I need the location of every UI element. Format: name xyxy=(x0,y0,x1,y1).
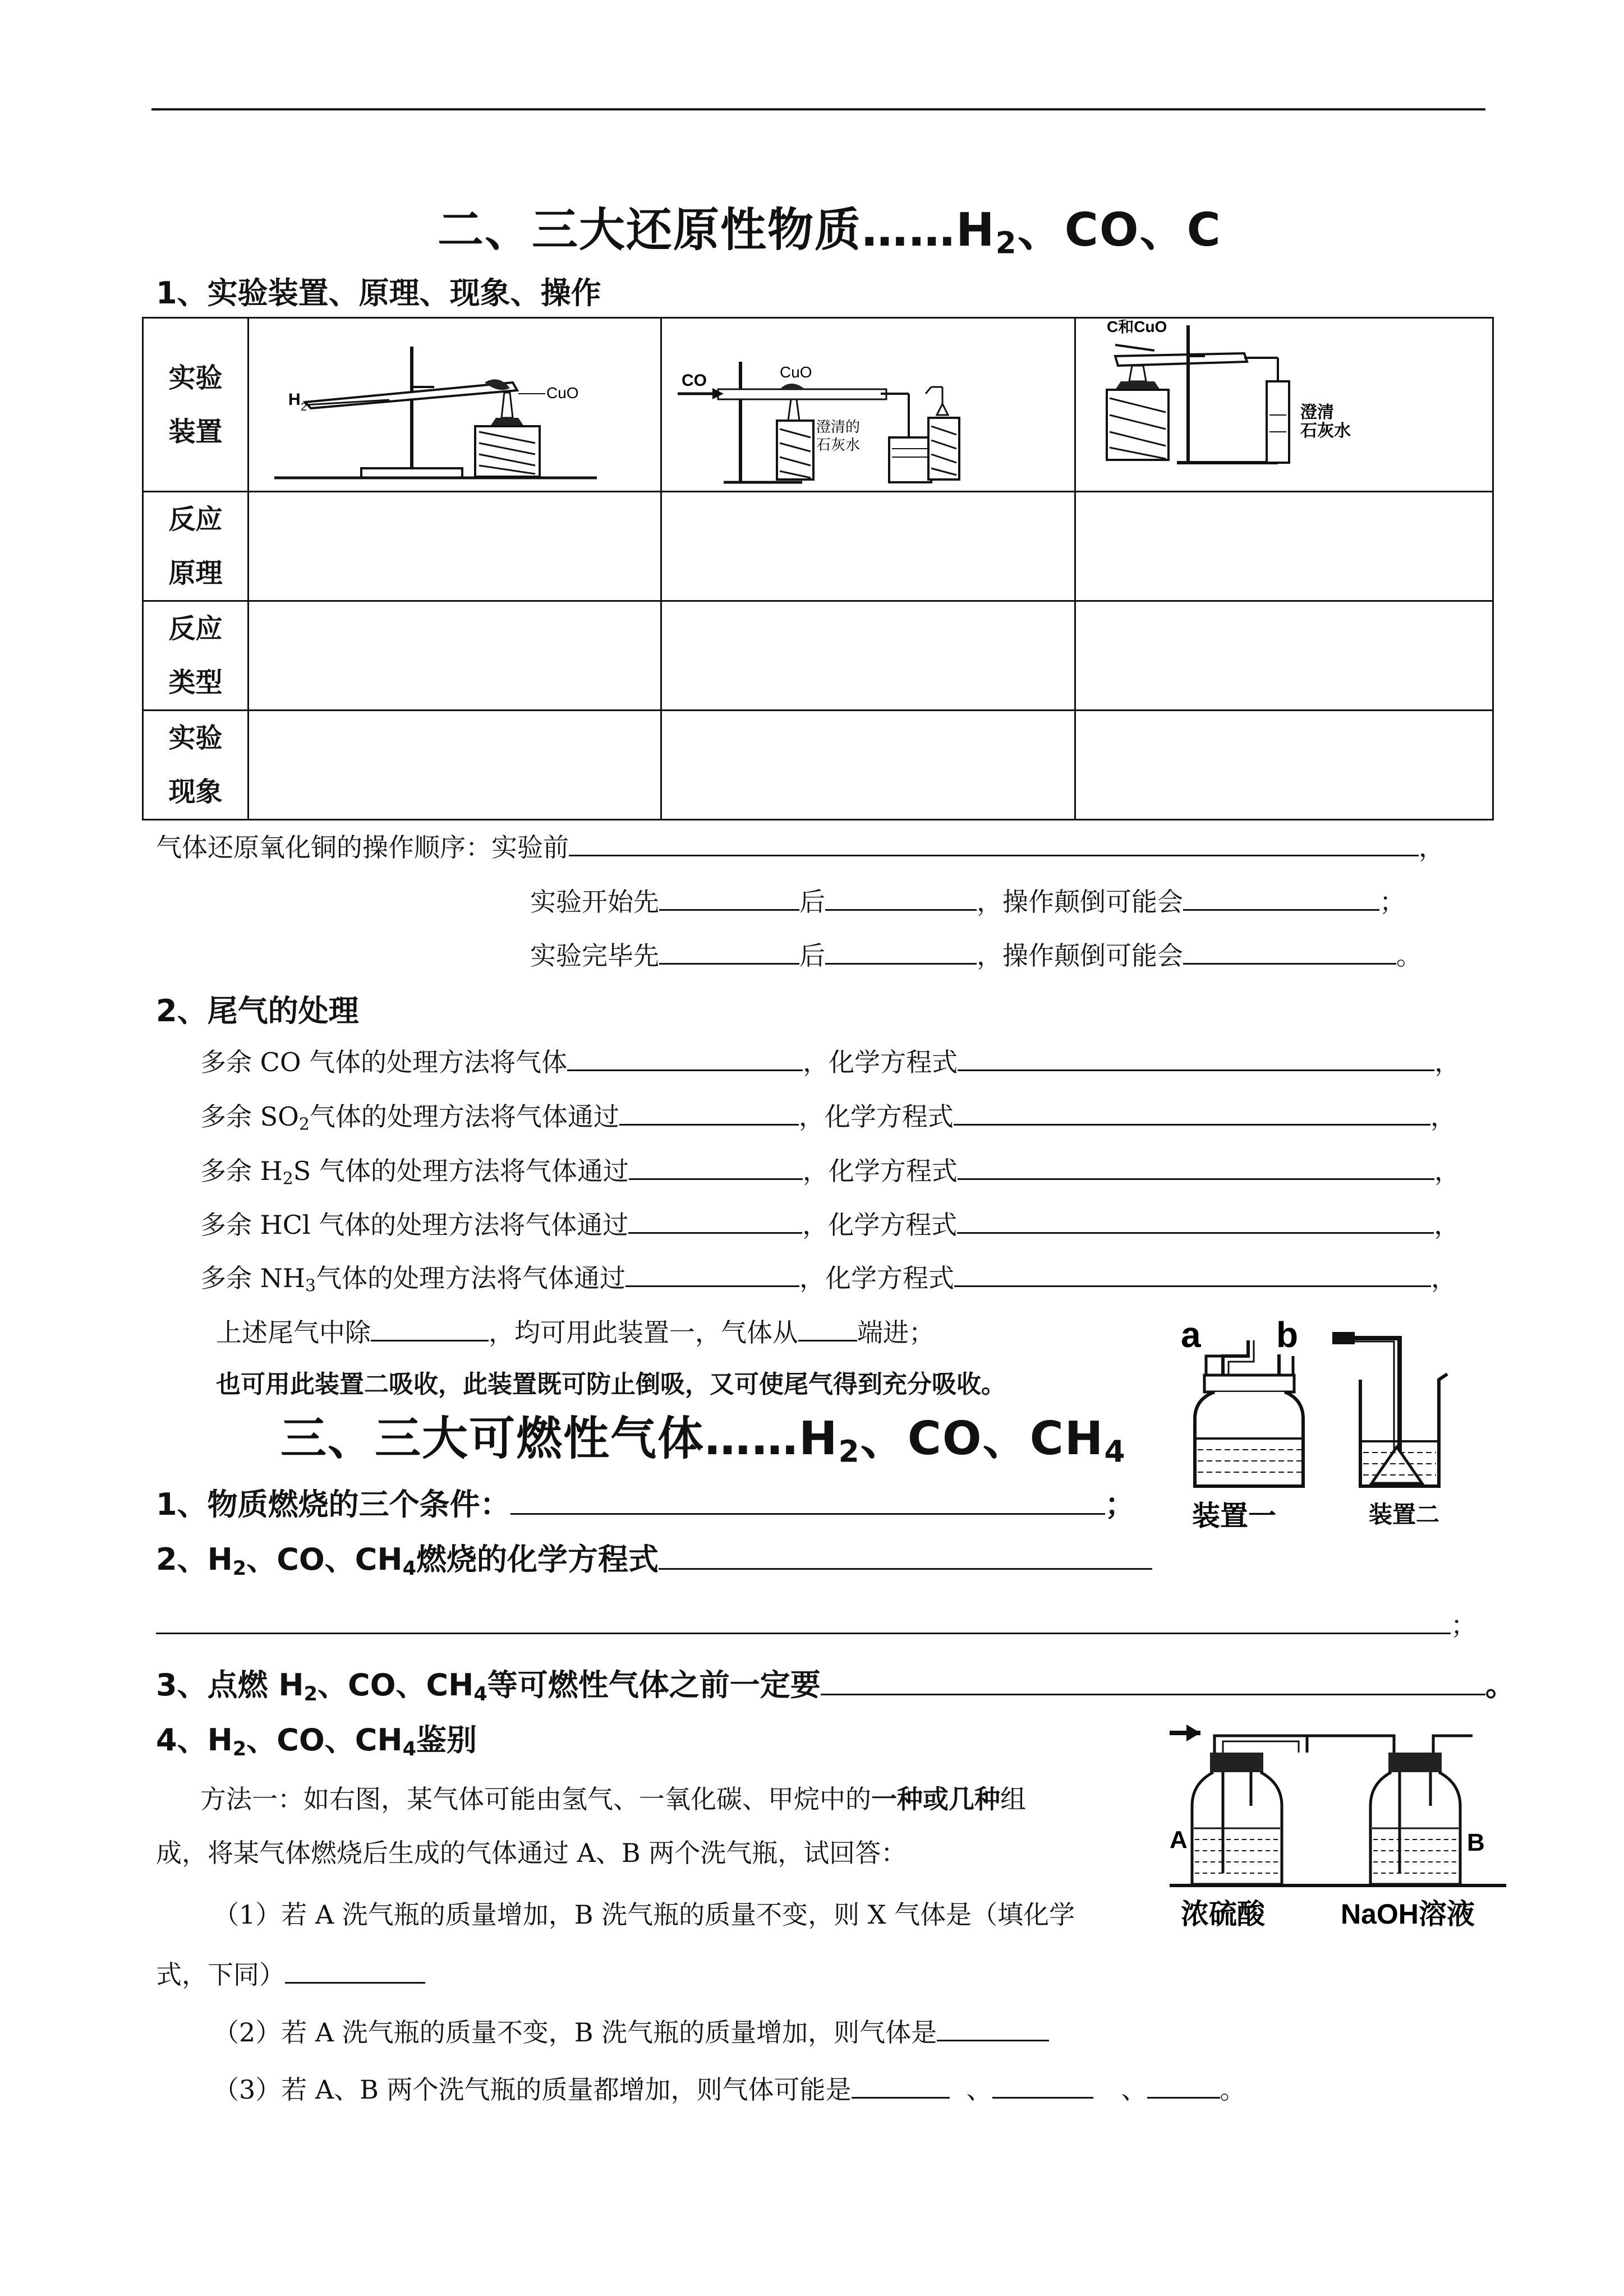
question-text: 等可燃性气体之前一定要 xyxy=(487,1667,821,1703)
row-label xyxy=(143,492,249,601)
tail-note-blank[interactable] xyxy=(371,1314,489,1341)
row-label-line: 类型 xyxy=(168,667,223,698)
h2-reduction-apparatus xyxy=(249,320,660,488)
co-reduction-apparatus xyxy=(662,320,1074,488)
subscript: 4 xyxy=(402,1737,416,1760)
question-text: 3、点燃 H xyxy=(156,1667,304,1703)
answer-cell[interactable] xyxy=(661,601,1075,711)
punct: ， xyxy=(1430,1101,1456,1132)
q1-blank[interactable] xyxy=(510,1484,1105,1515)
subquestion-3 xyxy=(213,2069,1246,2106)
question-text: 鉴别 xyxy=(416,1722,477,1758)
bottle-b-label: B xyxy=(1467,1829,1485,1856)
ops-blank[interactable] xyxy=(1183,937,1396,965)
table-row xyxy=(143,492,1493,601)
h2-label: H xyxy=(288,390,301,409)
experiment-table xyxy=(142,317,1494,820)
punct: 、 xyxy=(1121,2074,1147,2105)
punct: ， xyxy=(1419,832,1444,863)
method-1-line-1 xyxy=(200,1779,1026,1816)
tail-blank-method[interactable] xyxy=(567,1044,803,1071)
ops-blank-before[interactable] xyxy=(569,829,1419,856)
tail-text: 气体的处理方法将气体通过 xyxy=(316,1263,626,1293)
ops-text: 实验完毕先 xyxy=(530,940,659,971)
figure-cell-co xyxy=(661,318,1075,492)
tail-text: ，化学方程式 xyxy=(802,1156,958,1186)
row-label xyxy=(143,318,249,492)
subscript: 4 xyxy=(402,1556,416,1580)
tail-text: ，化学方程式 xyxy=(798,1101,954,1132)
subscript: 2 xyxy=(298,1114,310,1135)
tail-line xyxy=(200,1205,1460,1242)
tail-text: 多余 H xyxy=(200,1156,283,1186)
table-row xyxy=(143,601,1493,711)
title-text: 二、三大还原性物质……H xyxy=(438,204,996,257)
punct: 。 xyxy=(1485,1667,1516,1703)
ops-text: ，操作颠倒可能会 xyxy=(977,940,1183,971)
ops-text: 实验开始先 xyxy=(530,887,659,917)
row-label-line: 现象 xyxy=(168,776,223,808)
title-text: 三、三大可燃性气体……H xyxy=(280,1412,839,1465)
table-row xyxy=(143,318,1493,492)
tail-line xyxy=(200,1096,1456,1133)
tail-text: ，化学方程式 xyxy=(802,1210,958,1240)
ops-text: ，操作颠倒可能会 xyxy=(977,887,1183,917)
answer-cell[interactable] xyxy=(661,711,1075,820)
answer-cell[interactable] xyxy=(249,601,661,711)
port-a-label: a xyxy=(1181,1315,1201,1355)
answer-cell[interactable] xyxy=(661,492,1075,601)
ops-line-3 xyxy=(530,935,1422,972)
answer-cell[interactable] xyxy=(249,492,661,601)
ops-label: 气体还原氧化铜的操作顺序：实验前 xyxy=(156,832,569,863)
q2-continuation xyxy=(156,1605,1476,1642)
limewater-label-3: 澄清 xyxy=(1300,403,1334,422)
row-label-line: 实验 xyxy=(168,722,223,754)
device-2-label: 装置二 xyxy=(1369,1501,1440,1528)
port-b-label: b xyxy=(1276,1315,1299,1355)
subsection-heading-1: 1、实验装置、原理、现象、操作 xyxy=(156,275,601,311)
ops-blank[interactable] xyxy=(825,883,977,911)
punct: 、 xyxy=(966,2074,992,2105)
tail-text: 多余 CO 气体的处理方法将气体 xyxy=(200,1047,568,1077)
ops-blank[interactable] xyxy=(659,937,799,965)
tail-blank-method[interactable] xyxy=(625,1260,799,1287)
section-title-3 xyxy=(280,1402,1126,1468)
question-text: 、CO、CH xyxy=(246,1722,403,1758)
section-title xyxy=(438,193,1222,259)
title-subscript: 2 xyxy=(995,225,1018,261)
table-row xyxy=(143,711,1493,820)
tail-line xyxy=(200,1042,1460,1079)
question-1 xyxy=(156,1481,1135,1524)
row-label-line: 装置 xyxy=(168,416,223,448)
ops-text: 后 xyxy=(799,887,825,917)
tail-line xyxy=(200,1151,1460,1188)
tail-text: ，化学方程式 xyxy=(803,1047,958,1077)
subquestion-1a: （1）若 A 洗气瓶的质量增加，B 洗气瓶的质量不变，则 X 气体是（填化学 xyxy=(213,1899,1075,1930)
answer-blank-3a[interactable] xyxy=(852,2071,950,2099)
answer-blank-3c[interactable] xyxy=(1147,2071,1220,2099)
answer-cell[interactable] xyxy=(249,711,661,820)
cuo-label: CuO xyxy=(546,384,579,402)
tail-blank-method[interactable] xyxy=(628,1206,802,1234)
tail-note-1 xyxy=(216,1312,935,1349)
subscript: 2 xyxy=(232,1556,247,1580)
h2-subscript: 2 xyxy=(301,400,307,413)
punct: ， xyxy=(1434,1156,1460,1186)
answer-blank-3b[interactable] xyxy=(992,2071,1093,2099)
ops-line-1 xyxy=(156,827,1444,864)
answer-cell[interactable] xyxy=(1075,601,1493,711)
method-text: 组 xyxy=(1000,1784,1026,1814)
punct: ； xyxy=(1379,887,1405,917)
cuo-label-2: CuO xyxy=(780,363,812,381)
figure-cell-h2 xyxy=(249,318,661,492)
tail-note-text: 端进； xyxy=(857,1317,935,1348)
tail-blank-method[interactable] xyxy=(629,1152,803,1180)
header-rule xyxy=(151,108,1485,110)
question-text: 1、物质燃烧的三个条件： xyxy=(156,1487,510,1522)
tail-note-text: ，均可用此装置一，气体从 xyxy=(489,1317,798,1348)
question-2 xyxy=(156,1536,1152,1579)
row-label-line: 反应 xyxy=(168,613,223,644)
limewater-label-2: 石灰水 xyxy=(816,436,861,453)
question-text: 式，下同） xyxy=(156,1960,285,1990)
tail-text: 多余 SO xyxy=(200,1101,299,1132)
bottle-a-label: A xyxy=(1170,1826,1188,1854)
conc-sulfuric-acid-label: 浓硫酸 xyxy=(1181,1898,1265,1930)
punct: ； xyxy=(1451,1610,1476,1640)
tail-text: 多余 NH xyxy=(200,1263,305,1293)
tail-note-2: 也可用此装置二吸收，此装置既可防止倒吸，又可使尾气得到充分吸收。 xyxy=(216,1370,1006,1399)
co-label: CO xyxy=(682,371,707,390)
row-label xyxy=(143,601,249,711)
punct: ， xyxy=(1431,1263,1457,1293)
question-text: 2、H xyxy=(156,1542,233,1577)
subscript: 2 xyxy=(303,1682,318,1705)
limewater-label-1: 澄清的 xyxy=(816,418,861,435)
subscript: 2 xyxy=(232,1737,247,1760)
ops-text: 后 xyxy=(799,940,825,971)
naoh-solution-label: NaOH溶液 xyxy=(1341,1898,1475,1930)
tail-line xyxy=(200,1258,1457,1295)
answer-blank-1[interactable] xyxy=(285,1956,425,1984)
title-subscript-2: 4 xyxy=(1104,1434,1126,1469)
subquestion-2 xyxy=(213,2012,1049,2049)
title-text-2: 、CO、C xyxy=(1017,204,1222,257)
method-1-line-2: 成，将某气体燃烧后生成的气体通过 A、B 两个洗气瓶，试回答： xyxy=(156,1838,907,1868)
tail-text: ，化学方程式 xyxy=(799,1263,955,1293)
tail-blank-equation[interactable] xyxy=(958,1152,1434,1180)
tail-blank-equation[interactable] xyxy=(958,1044,1434,1071)
method-text: 方法一：如右图，某气体可能由氢气、一氧化碳、甲烷中的 xyxy=(200,1784,871,1814)
absorption-devices-figure xyxy=(1170,1307,1506,1542)
punct: ， xyxy=(1434,1210,1460,1240)
row-label-line: 原理 xyxy=(168,557,223,589)
c-reduction-apparatus xyxy=(1076,320,1492,488)
question-text: 、CO、CH xyxy=(318,1667,474,1703)
row-label-line: 反应 xyxy=(168,504,223,535)
subscript: 2 xyxy=(282,1169,293,1189)
tail-blank-method[interactable] xyxy=(619,1098,799,1126)
method-emphasis: 一种或几种 xyxy=(871,1784,1000,1814)
answer-cell[interactable] xyxy=(1075,492,1493,601)
answer-cell[interactable] xyxy=(1075,711,1493,820)
tail-text: S 气体的处理方法将气体通过 xyxy=(293,1156,629,1186)
question-4 xyxy=(156,1716,477,1759)
tail-blank-equation[interactable] xyxy=(954,1260,1431,1287)
row-label xyxy=(143,711,249,820)
question-text: 4、H xyxy=(156,1722,233,1758)
title-subscript: 2 xyxy=(838,1434,861,1469)
tail-blank-equation[interactable] xyxy=(957,1206,1434,1234)
title-text-2: 、CO、CH xyxy=(860,1412,1105,1465)
subscript: 4 xyxy=(473,1682,487,1705)
figure-cell-c xyxy=(1075,318,1493,492)
limewater-label-4: 石灰水 xyxy=(1300,421,1351,440)
punct: ； xyxy=(1105,1487,1135,1522)
ops-blank[interactable] xyxy=(1183,883,1379,911)
row-label-line: 实验 xyxy=(168,362,223,394)
tail-note-text: 上述尾气中除 xyxy=(216,1317,371,1348)
subsection-heading-2: 2、尾气的处理 xyxy=(156,993,359,1029)
device-1-label: 装置一 xyxy=(1192,1500,1276,1532)
q3-blank[interactable] xyxy=(821,1665,1485,1695)
punct: 。 xyxy=(1220,2074,1246,2105)
ops-blank[interactable] xyxy=(659,883,799,911)
tail-text: 多余 HCl 气体的处理方法将气体通过 xyxy=(200,1210,629,1240)
question-text: （2）若 A 洗气瓶的质量不变，B 洗气瓶的质量增加，则气体是 xyxy=(213,2017,937,2048)
question-text: 、CO、CH xyxy=(246,1542,403,1577)
tail-note-blank-end[interactable] xyxy=(798,1314,857,1341)
punct: ， xyxy=(1434,1047,1461,1077)
subscript: 3 xyxy=(305,1276,316,1296)
question-text: （3）若 A、B 两个洗气瓶的质量都增加，则气体可能是 xyxy=(213,2074,852,2105)
subquestion-1b xyxy=(156,1954,425,1991)
question-3 xyxy=(156,1661,1516,1704)
c-cuo-label: C和CuO xyxy=(1107,319,1167,335)
question-text: 燃烧的化学方程式 xyxy=(416,1542,659,1577)
washing-bottles-figure xyxy=(1170,1711,1517,1935)
ops-blank[interactable] xyxy=(825,937,977,965)
q2-blank[interactable] xyxy=(659,1539,1152,1570)
punct: 。 xyxy=(1396,940,1422,971)
tail-blank-equation[interactable] xyxy=(954,1098,1430,1126)
tail-text: 气体的处理方法将气体通过 xyxy=(309,1101,619,1132)
ops-line-2 xyxy=(530,882,1405,919)
q2-blank-line[interactable] xyxy=(156,1607,1451,1634)
answer-blank-2[interactable] xyxy=(937,2014,1049,2041)
